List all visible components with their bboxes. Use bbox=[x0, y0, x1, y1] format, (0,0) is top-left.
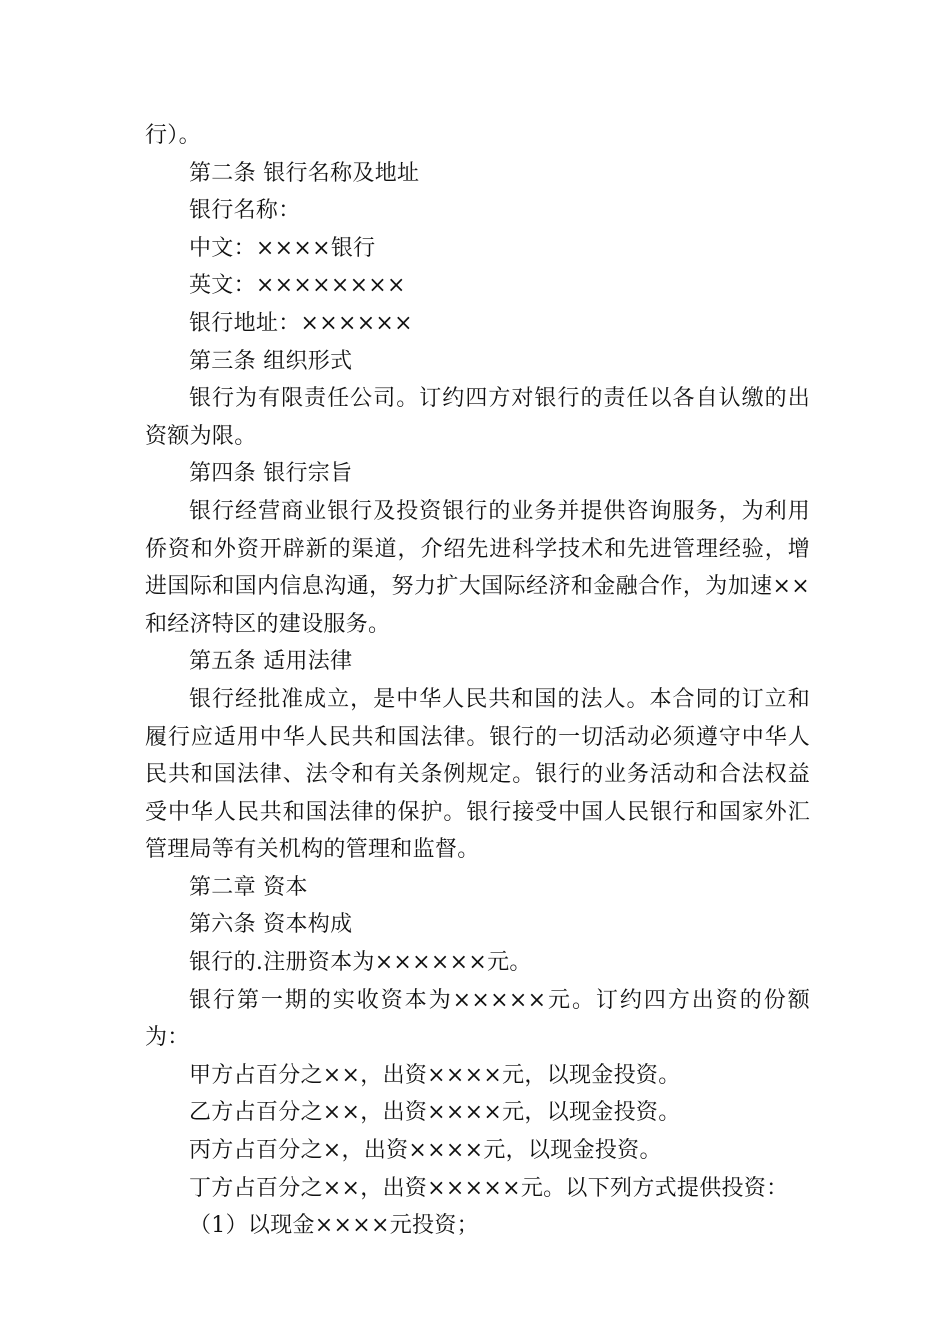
party-b-share: 乙方占百分之××，出资××××元，以现金投资。 bbox=[189, 1100, 681, 1126]
article-2-heading: 第二条 银行名称及地址 bbox=[189, 160, 420, 186]
article-4-heading: 第四条 银行宗旨 bbox=[189, 461, 353, 487]
bank-address: 银行地址：×××××× bbox=[189, 310, 413, 336]
paragraph-continuation: 行）。 bbox=[145, 123, 201, 148]
party-c-share: 丙方占百分之×，出资××××元，以现金投资。 bbox=[189, 1138, 662, 1164]
party-a-share: 甲方占百分之××，出资××××元，以现金投资。 bbox=[189, 1062, 681, 1088]
article-6-heading: 第六条 资本构成 bbox=[189, 912, 353, 938]
party-d-share: 丁方占百分之××，出资×××××元。以下列方式提供投资： bbox=[189, 1175, 789, 1201]
chapter-2-heading: 第二章 资本 bbox=[189, 874, 308, 900]
article-3-heading: 第三条 组织形式 bbox=[189, 348, 353, 374]
paid-in-capital: 银行第一期的实收资本为×××××元。订约四方出资的份额为： bbox=[145, 987, 810, 1051]
registered-capital: 银行的.注册资本为××××××元。 bbox=[189, 950, 532, 976]
article-3-body: 银行为有限责任公司。订约四方对银行的责任以各自认缴的出资额为限。 bbox=[145, 386, 810, 449]
article-4-body: 银行经营商业银行及投资银行的业务并提供咨询服务，为利用侨资和外资开辟新的渠道，介绍先进科学技术和先进管理经验，增进国际和国内信息沟通，努力扩大国际经济和金融合作，为加速××和经济特区的建设服务。 bbox=[145, 498, 810, 637]
article-5-heading: 第五条 适用法律 bbox=[189, 649, 353, 675]
document-body bbox=[145, 117, 810, 1245]
bank-name-chinese: 中文：××××银行 bbox=[189, 235, 376, 261]
investment-item-1: （1）以现金××××元投资； bbox=[189, 1213, 479, 1239]
article-5-body: 银行经批准成立，是中华人民共和国的法人。本合同的订立和履行应适用中华人民共和国法律。银行的一切活动必须遵守中华人民共和国法律、法令和有关条例规定。银行的业务活动和合法权益受中华人民共和国法律的保护。银行接受中国人民银行和国家外汇管理局等有关机构的管理和监督。 bbox=[145, 686, 810, 863]
bank-name-english: 英文：×××××××× bbox=[189, 273, 406, 299]
bank-name-label: 银行名称： bbox=[189, 198, 301, 224]
